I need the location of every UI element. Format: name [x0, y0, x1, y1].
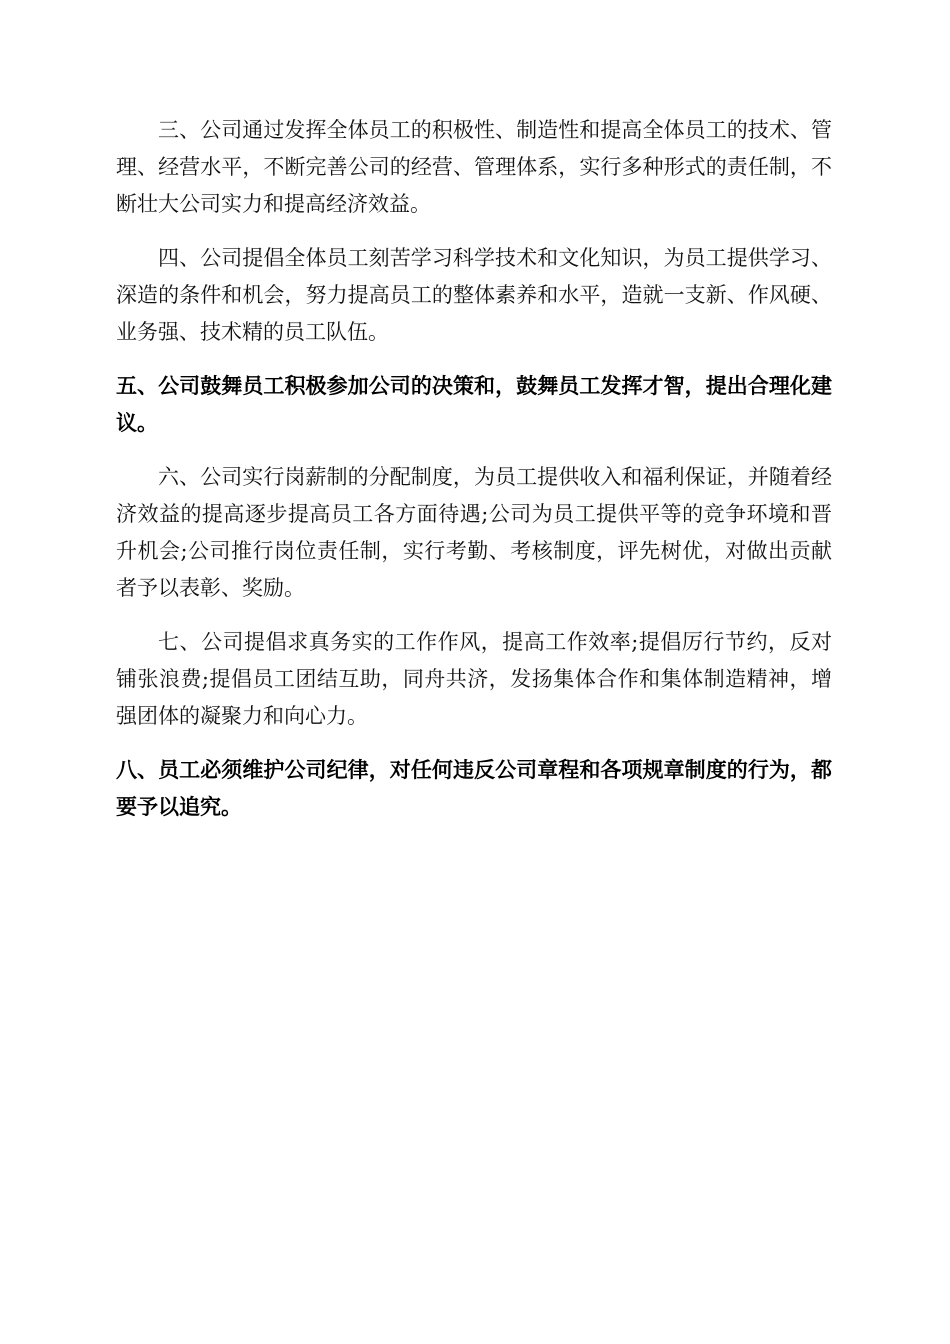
paragraph-7: 七、公司提倡求真务实的工作作风，提高工作效率;提倡厉行节约，反对铺张浪费;提倡员工团结互助，同舟共济，发扬集体合作和集体制造精神，增强团体的凝聚力和向心力。 — [116, 630, 832, 728]
paragraph-3: 三、公司通过发挥全体员工的积极性、制造性和提高全体员工的技术、管理、经营水平，不断完善公司的经营、管理体系，实行多种形式的责任制，不断壮大公司实力和提高经济效益。 — [116, 118, 832, 216]
paragraph-6: 六、公司实行岗薪制的分配制度，为员工提供收入和福利保证，并随着经济效益的提高逐步提高员工各方面待遇;公司为员工提供平等的竞争环境和晋升机会;公司推行岗位责任制，实行考勤、考核制度，评先树优，对做出贡献者予以表彰、奖励。 — [116, 465, 832, 600]
paragraph-8: 八、员工必须维护公司纪律，对任何违反公司章程和各项规章制度的行为，都要予以追究。 — [116, 758, 832, 819]
document-body — [116, 112, 832, 843]
paragraph-5: 五、公司鼓舞员工积极参加公司的决策和，鼓舞员工发挥才智，提出合理化建议。 — [116, 374, 832, 435]
paragraph-4: 四、公司提倡全体员工刻苦学习科学技术和文化知识，为员工提供学习、深造的条件和机会，努力提高员工的整体素养和水平，造就一支新、作风硬、业务强、技术精的员工队伍。 — [116, 246, 832, 344]
